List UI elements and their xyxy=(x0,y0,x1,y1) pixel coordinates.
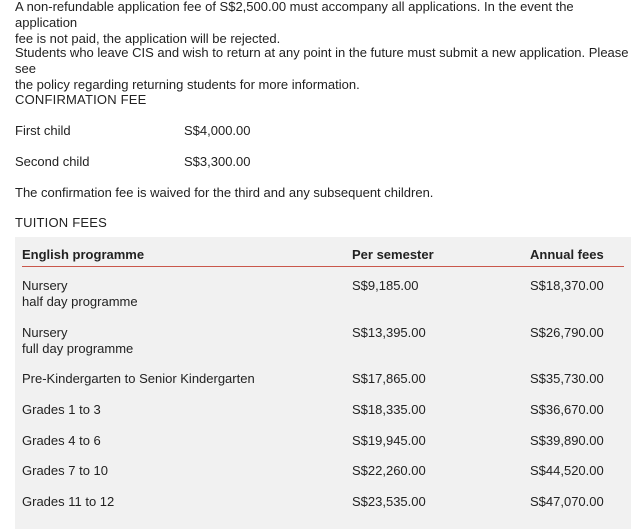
confirmation-waiver-note: The confirmation fee is waived for the third and any subsequent children. xyxy=(15,185,434,200)
programme-cell xyxy=(22,402,342,418)
application-fee-line-2: fee is not paid, the application will be rejected. xyxy=(15,31,281,46)
programme-cell xyxy=(22,371,342,387)
programme-name: Nursery xyxy=(22,325,68,340)
programme-name: Pre-Kindergarten to Senior Kindergarten xyxy=(22,371,255,386)
per-semester-cell: S$22,260.00 xyxy=(352,463,426,478)
annual-fee-cell: S$18,370.00 xyxy=(530,278,604,293)
column-header-programme: English programme xyxy=(22,247,145,262)
table-header xyxy=(15,237,631,268)
programme-detail: full day programme xyxy=(22,341,134,356)
application-fee-paragraph xyxy=(15,0,630,47)
returning-students-line-2: the policy regarding returning students for more information. xyxy=(15,77,360,92)
confirmation-fee-heading: CONFIRMATION FEE xyxy=(15,92,147,107)
per-semester-cell: S$19,945.00 xyxy=(352,433,426,448)
returning-students-paragraph xyxy=(15,45,630,93)
annual-fee-cell: S$47,070.00 xyxy=(530,494,604,509)
confirmation-value: S$3,300.00 xyxy=(184,154,251,169)
per-semester-cell: S$13,395.00 xyxy=(352,325,426,340)
per-semester-cell: S$17,865.00 xyxy=(352,371,426,386)
programme-name: Grades 1 to 3 xyxy=(22,402,101,417)
programme-name: Grades 7 to 10 xyxy=(22,463,108,478)
confirmation-row-second-child xyxy=(15,154,415,170)
annual-fee-cell: S$39,890.00 xyxy=(530,433,604,448)
programme-cell xyxy=(22,325,342,357)
programme-detail: half day programme xyxy=(22,294,138,309)
per-semester-cell: S$18,335.00 xyxy=(352,402,426,417)
confirmation-row-first-child xyxy=(15,123,415,139)
returning-students-line-1: Students who leave CIS and wish to return at any point in the future must submit a new application. Please see xyxy=(15,45,629,76)
column-header-per-semester: Per semester xyxy=(352,247,434,262)
application-fee-line-1: A non-refundable application fee of S$2,500.00 must accompany all applications. In the event the application xyxy=(15,0,574,30)
programme-name: Nursery xyxy=(22,278,68,293)
annual-fee-cell: S$36,670.00 xyxy=(530,402,604,417)
programme-cell xyxy=(22,433,342,449)
annual-fee-cell: S$26,790.00 xyxy=(530,325,604,340)
confirmation-label: First child xyxy=(15,123,71,138)
per-semester-cell: S$9,185.00 xyxy=(352,278,419,293)
column-header-annual-fees: Annual fees xyxy=(530,247,604,262)
annual-fee-cell: S$44,520.00 xyxy=(530,463,604,478)
programme-name: Grades 4 to 6 xyxy=(22,433,101,448)
per-semester-cell: S$23,535.00 xyxy=(352,494,426,509)
programme-cell xyxy=(22,494,342,510)
tuition-fees-table xyxy=(15,237,631,529)
programme-cell xyxy=(22,463,342,479)
programme-name: Grades 11 to 12 xyxy=(22,494,115,509)
programme-cell xyxy=(22,278,342,310)
header-divider xyxy=(22,266,624,267)
confirmation-value: S$4,000.00 xyxy=(184,123,251,138)
tuition-fees-heading: TUITION FEES xyxy=(15,215,107,230)
annual-fee-cell: S$35,730.00 xyxy=(530,371,604,386)
confirmation-label: Second child xyxy=(15,154,90,169)
